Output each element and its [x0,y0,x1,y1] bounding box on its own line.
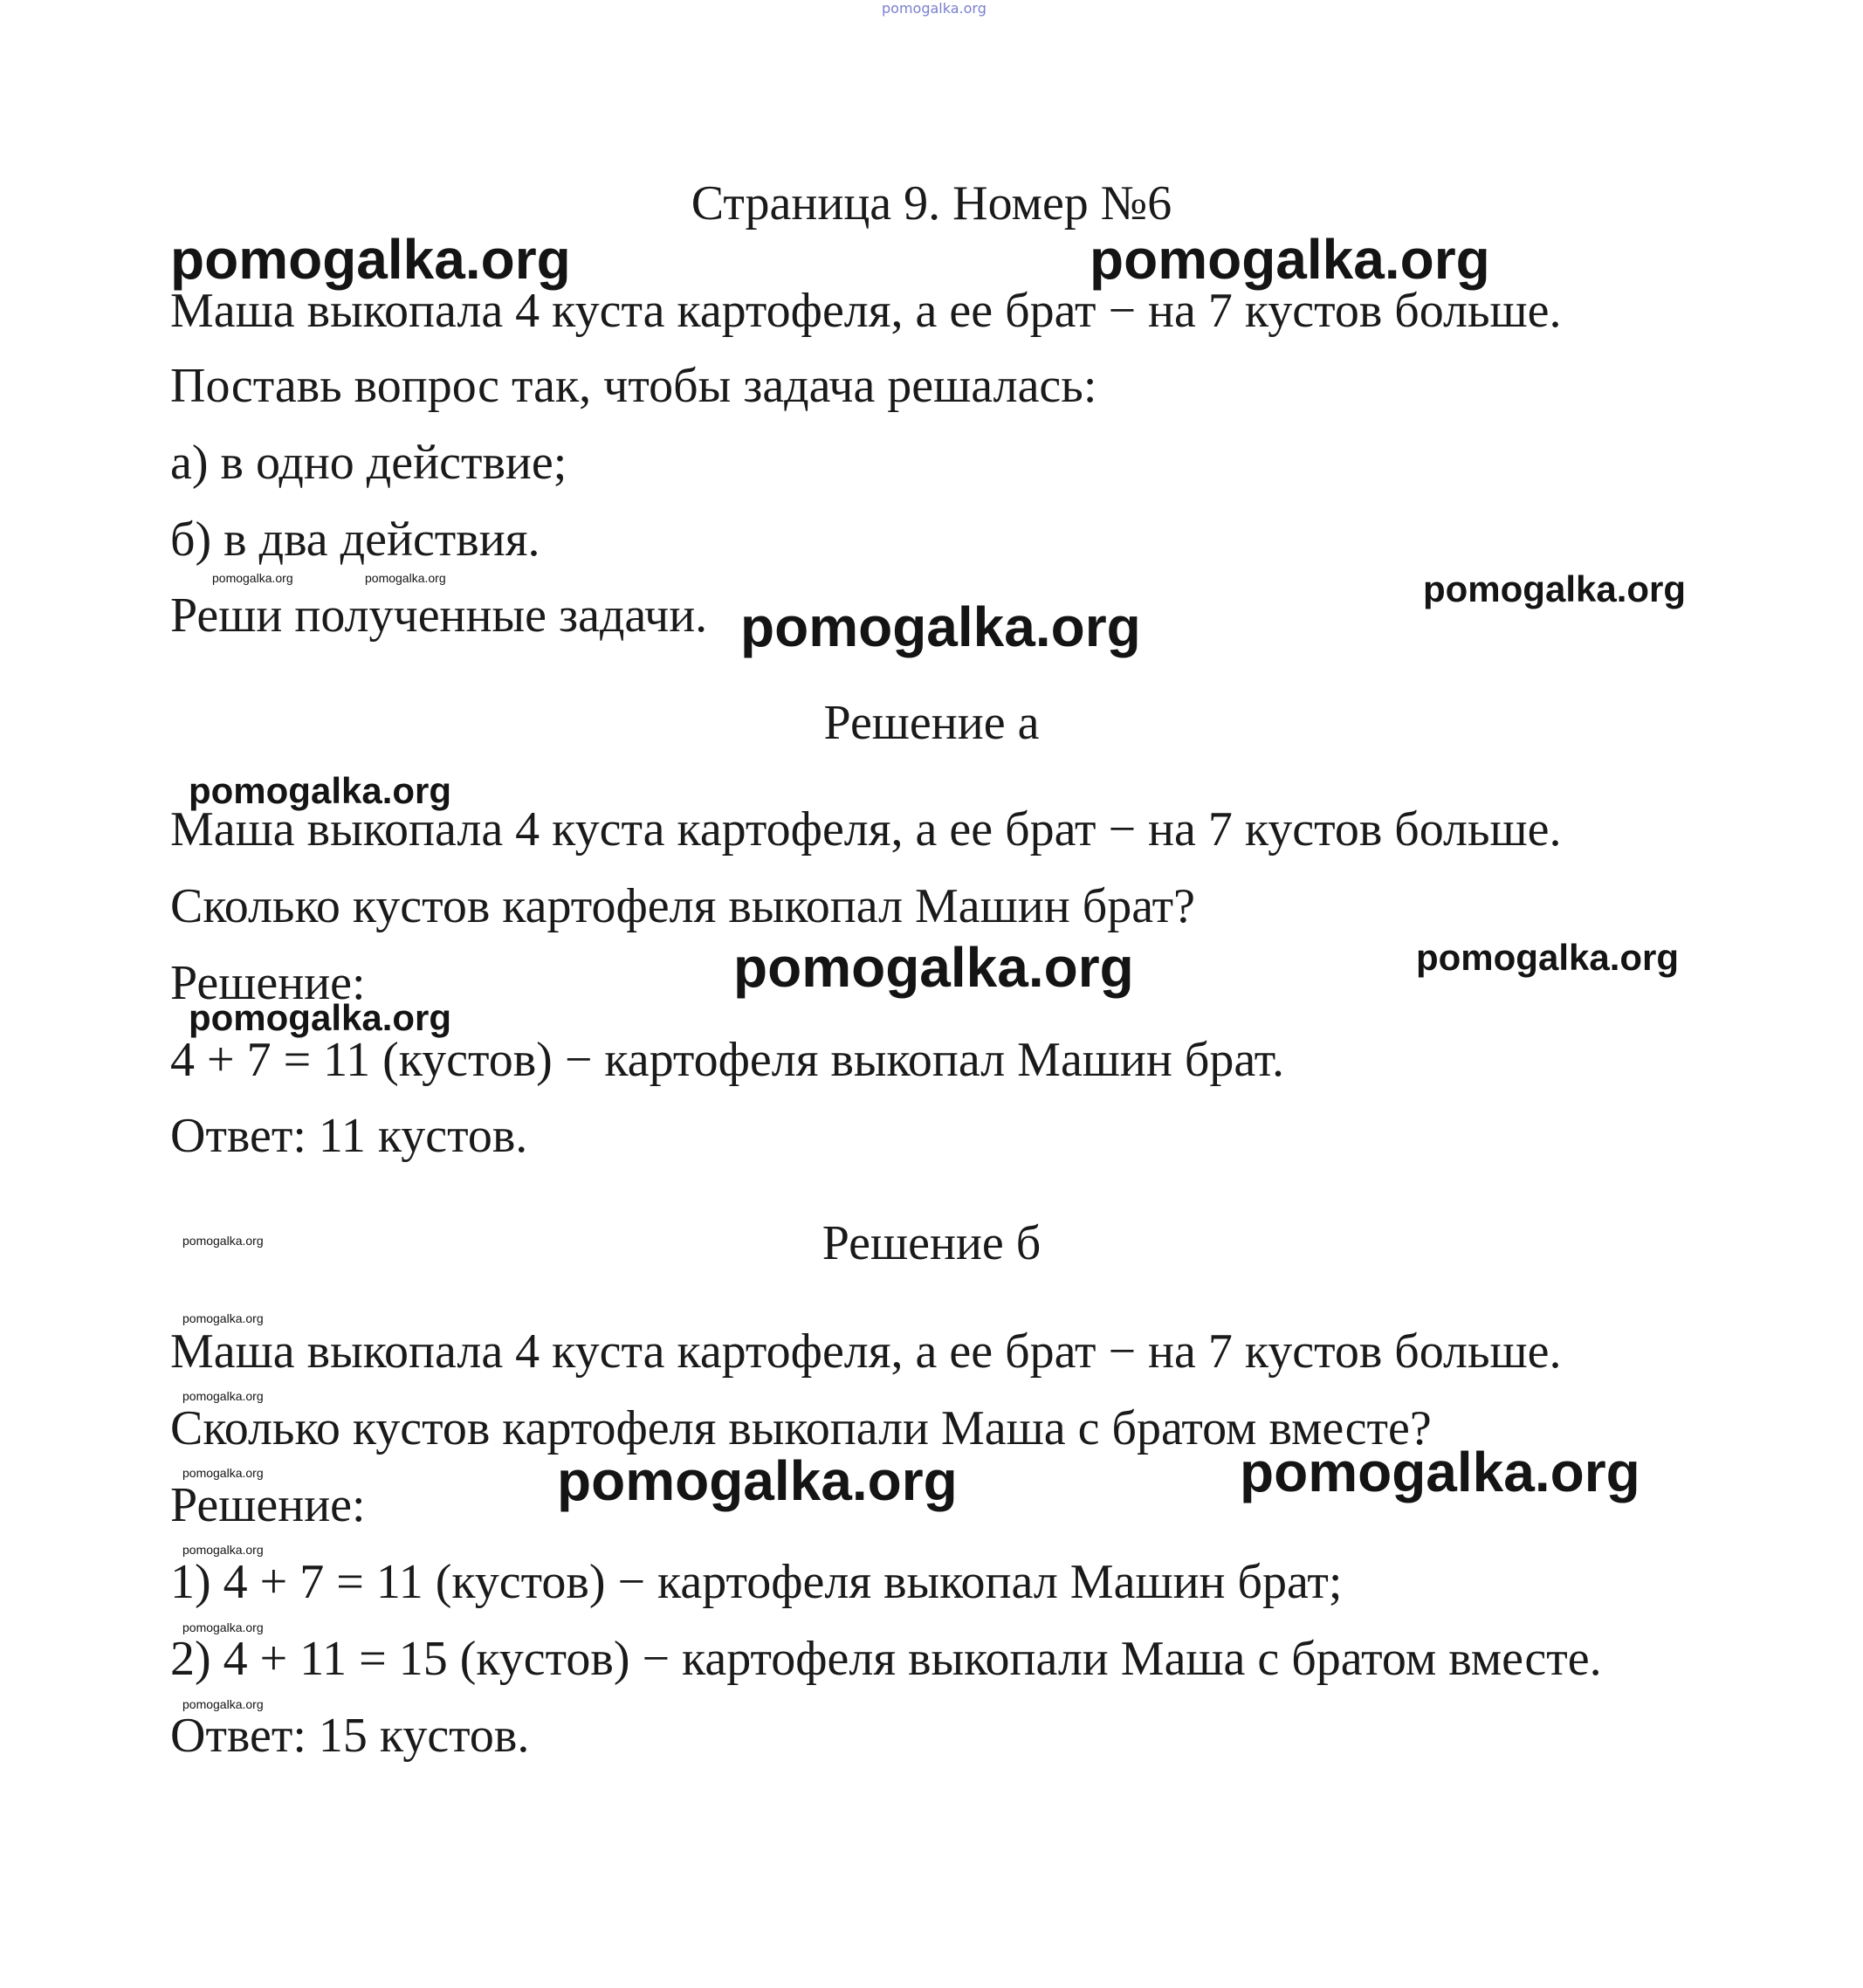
solution-b-condition: Маша выкопала 4 куста картофеля, а ее брат − на 7 кустов больше. [170,1324,1562,1379]
solution-b-step-1: 1) 4 + 7 = 11 (кустов) − картофеля выкопал Машин брат; [170,1555,1343,1609]
watermark-small-7: pomogalka.org [182,1543,264,1557]
solution-a-label: Решение: [170,956,366,1010]
watermark-small-2: pomogalka.org [365,571,446,585]
solution-a-question: Сколько кустов картофеля выкопал Машин брат? [170,879,1195,933]
page-title: Страница 9. Номер №6 [691,176,1172,230]
watermark-9: pomogalka.org [557,1449,958,1512]
solution-b-question: Сколько кустов картофеля выкопали Маша с братом вместе? [170,1401,1432,1455]
watermark-5: pomogalka.org [189,770,452,811]
watermark-small-3: pomogalka.org [182,1234,264,1248]
solution-b-answer: Ответ: 15 кустов. [170,1709,530,1763]
task-line-2: Поставь вопрос так, чтобы задача решалась: [170,359,1097,413]
task-line-5: Реши полученные задачи. [170,588,708,643]
watermark-small-5: pomogalka.org [182,1389,264,1403]
watermark-small-4: pomogalka.org [182,1311,264,1325]
watermark-4: pomogalka.org [1423,568,1687,609]
task-line-3: а) в одно действие; [170,436,567,490]
watermark-small-1: pomogalka.org [212,571,293,585]
solution-a-heading: Решение а [823,696,1040,750]
solution-a-condition: Маша выкопала 4 куста картофеля, а ее брат − на 7 кустов больше. [170,802,1562,856]
task-line-4: б) в два действия. [170,512,540,567]
solution-b-label: Решение: [170,1478,366,1532]
watermark-6: pomogalka.org [733,936,1134,999]
watermark-small-9: pomogalka.org [182,1697,264,1711]
watermark-small-8: pomogalka.org [182,1620,264,1634]
watermark-8: pomogalka.org [189,997,452,1038]
watermark-3: pomogalka.org [740,595,1141,658]
solution-b-heading: Решение б [822,1216,1041,1270]
solution-b-step-2: 2) 4 + 11 = 15 (кустов) − картофеля выкопали Маша с братом вместе. [170,1632,1602,1686]
watermark-10: pomogalka.org [1240,1441,1640,1503]
task-line-1: Маша выкопала 4 куста картофеля, а ее брат − на 7 кустов больше. [170,284,1562,338]
watermark-7: pomogalka.org [1416,937,1680,978]
watermark-small-6: pomogalka.org [182,1466,264,1480]
top-watermark: pomogalka.org [882,0,986,17]
watermark-1: pomogalka.org [170,228,571,291]
solution-a-step: 4 + 7 = 11 (кустов) − картофеля выкопал Машин брат. [170,1033,1285,1087]
watermark-2: pomogalka.org [1090,228,1490,291]
solution-a-answer: Ответ: 11 кустов. [170,1109,528,1163]
